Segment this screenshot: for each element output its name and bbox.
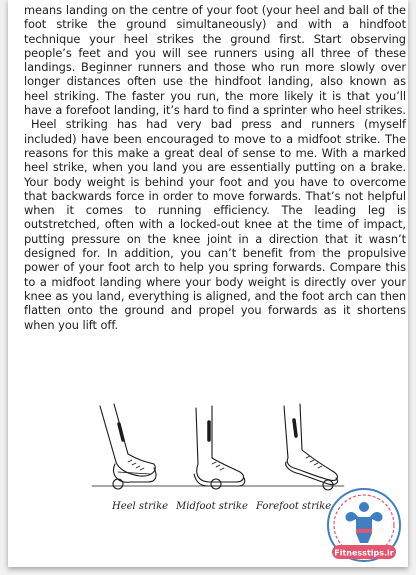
- page-sheet: [8, 0, 408, 567]
- caption-midfoot-strike: Midfoot strike: [176, 501, 248, 512]
- body-text: [24, 3, 406, 332]
- paragraph-heel-striking: Heel striking has had very bad press and runners (myself included) have been encouraged to move to a midfoot strike. The reasons for this make a great deal of sense to me. With a marked heel strike, when you land you are essentially putting on a brake. Your body weight is behind your foot and you have to overcome that backwards force in order to move forwards. That’s not helpful when it comes to running efficiency. The leading leg is outstretched, often with a locked-out knee at the time of impact, putting pressure on the knee joint in a direction that it wasn’t designed for. In addition, you can’t benefit from the propulsive power of your foot arch to help you spring forwards. Compare this to a midfoot landing where your body weight is directly over your knee as you land, everything is aligned, and the foot arch can then flatten onto the ground and propel you forwards as it shortens when you lift off.: [24, 117, 406, 332]
- caption-forefoot-strike: Forefoot strike: [256, 501, 332, 512]
- watermark-text: Fitnesstips.ir: [334, 548, 394, 558]
- forefoot-strike-drawing: [284, 404, 338, 490]
- caption-heel-strike: Heel strike: [112, 501, 169, 512]
- foot-strike-illustration: [88, 402, 348, 532]
- midfoot-strike-drawing: [194, 406, 245, 489]
- paragraph-landing-types: means landing on the centre of your foot (your heel and ball of the foot strike the ground simultaneously) and with a hindfoot technique your heel strikes the ground first. Start observing people’s feet and you will see runners using all three of these landings. Beginner runners and those who run more slowly over longer distances often use the hindfoot landing, also known as heel striking. The faster you run, the more likely it is that you’ll have a forefoot landing, it’s hard to find a sprinter who heel strikes.: [24, 3, 406, 118]
- heel-strike-drawing: [100, 404, 156, 489]
- fitnesstips-watermark-logo: [322, 485, 406, 569]
